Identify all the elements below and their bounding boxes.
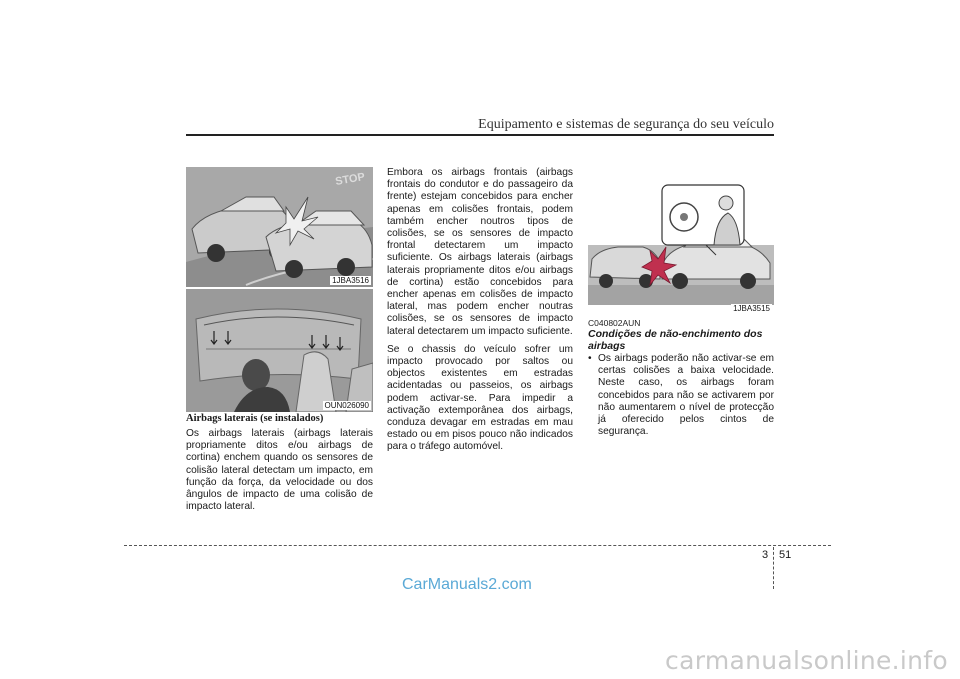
figure-code: OUN026090 (324, 401, 369, 410)
body-paragraph: Se o chassis do veículo sofrer um impacto provocado por saltos ou objectos existentes em estradas acidentadas ou passeios, os airbags podem activar-se. Para impedir a activação extemporânea dos airbags, conduza devagar em estradas em mau estado ou em pisos pouco não indicados para o tráfego automóvel. (387, 343, 573, 453)
header-rule (186, 134, 774, 136)
rear-collision-illustration (588, 167, 774, 315)
bullet-icon: • (588, 353, 592, 364)
body-paragraph: Embora os airbags frontais (airbags frontais do condutor e do passageiro da frente) estejam concebidos para encher apenas em colisões frontais, podem também encher noutros tipos de colisões, se os sensores de impacto frontal detectarem um impacto suficiente. Os airbags laterais (airbags laterais propriamente ditos e/ou airbags de cortina) estão concebidos para encher apenas em colisões de impacto lateral, mas podem encher noutras colisões, se os sensores de impacto lateral detectarem um impacto suficiente. (387, 167, 573, 337)
section-heading: Condições de não-enchimento dos airbags (588, 328, 763, 352)
footer-brand[interactable]: carmanualsonline.info (665, 646, 948, 675)
figure-code: 1JBA3516 (332, 276, 369, 285)
list-item-text: Os airbags poderão não activar-se em certas colisões a baixa velocidade. Neste caso, os airbags foram concebidos para não se activarem por não aumentarem o nível de protecção já oferecido pelos cintos de segurança. (598, 353, 774, 438)
figure-code: 1JBA3515 (733, 304, 770, 313)
road-stop-text: STOP (334, 170, 366, 188)
list-item (588, 353, 774, 438)
page-number: 51 (779, 549, 792, 561)
middle-column (387, 167, 573, 460)
watermark[interactable]: CarManuals2.com (402, 576, 532, 593)
chapter-number: 3 (762, 549, 769, 561)
section-title: Equipamento e sistemas de segurança do seu veículo (478, 117, 774, 132)
section-code: C040802AUN (588, 318, 641, 328)
footer-divider (773, 547, 774, 589)
curtain-airbag-illustration (186, 289, 373, 412)
body-paragraph: Os airbags laterais (airbags laterais propriamente ditos e/ou airbags de cortina) enchem quando os sensores de colisão lateral detectam um impacto, em função da força, da velocidade ou dos ângulos de impacto de uma colisão de impacto lateral. (186, 428, 373, 513)
footer-rule (124, 545, 831, 546)
side-collision-illustration (186, 167, 373, 287)
section-heading: Airbags laterais (se instalados) (186, 413, 324, 424)
